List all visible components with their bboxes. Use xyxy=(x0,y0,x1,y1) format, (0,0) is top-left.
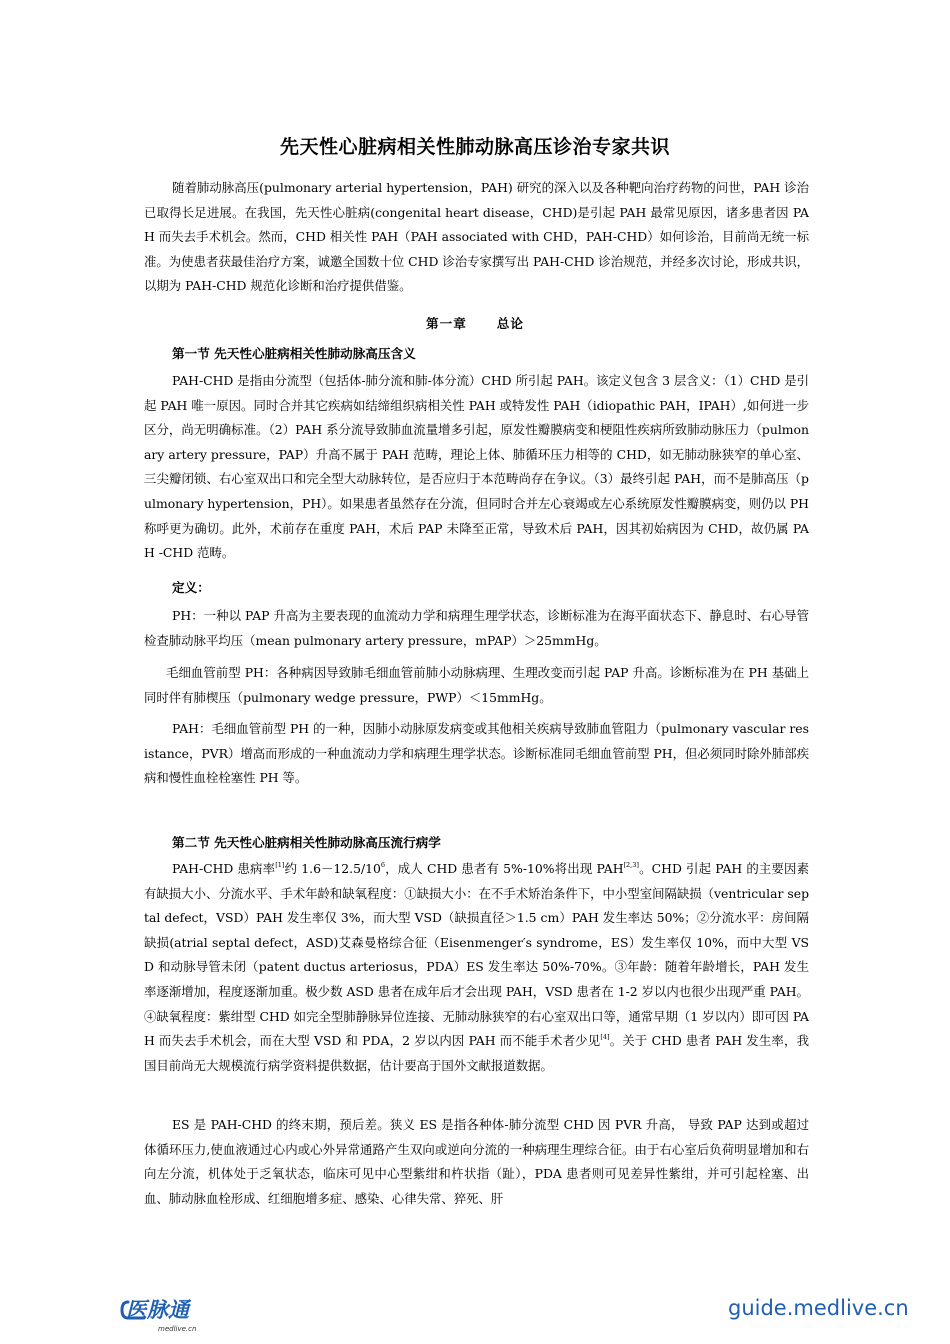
citation: [4] xyxy=(600,1033,610,1042)
section2-paragraph-1 xyxy=(144,857,809,1078)
chapter-label: 第一章 xyxy=(426,316,467,331)
definition-precapillary-ph: 毛细血管前型 PH：各种病因导致肺毛细血管前肺小动脉病理、生理改变而引起 PAP 升高。诊断标准为在 PH 基础上同时伴有肺楔压（pulmonary wedge pressure，PWP）＜15mmHg。 xyxy=(144,665,809,705)
section1-body: PAH-CHD 是指由分流型（包括体-肺分流和肺-体分流）CHD 所引起 PAH。该定义包含 3 层含义：（1）CHD 是引起 PAH 唯一原因。同时合并其它疾病如结缔组织病相关性 PAH 或特发性 PAH（idiopathic PAH，IPAH）,如何进一步区分，尚无明确标准。（2）PAH 系分流导致肺血流量增多引起，原发性瓣膜病变和梗阻性疾病所致肺动脉压力（pulmonary artery pressure，PAP）升高不属于 PAH 范畴，理论上体、肺循环压力相等的 CHD，如无肺动脉狭窄的单心室、三尖瓣闭锁、右心室双出口和完全型大动脉转位，是否应归于本范畴尚存在争议。（3）最终引起 PAH，而不是肺高压（pulmonary hypertension，PH）。如果患者虽然存在分流，但同时合并左心衰竭或左心系统原发性瓣膜病变，则仍以 PH 称呼更为确切。此外，术前存在重度 PAH，术后 PAP 未降至正常，导致术后 PAH，因其初始病因为 CHD，故仍属 PAH -CHD 范畴。 xyxy=(144,373,809,561)
section2-paragraph-2: ES 是 PAH-CHD 的终末期，预后差。狭义 ES 是指各种体-肺分流型 CHD 因 PVR 升高， 导致 PAP 达到或超过体循环压力,使血液通过心内或心外异常通路产生双向或逆向分流的一种病理生理综合征。由于右心室后负荷明显增加和右向左分流，机体处于乏氧状态，临床可见中心型紫绀和杵状指（趾），PDA 患者则可见差异性紫绀，并可引起栓塞、出血、肺动脉血栓形成、红细胞增多症、感染、心律失常、猝死、肝 xyxy=(144,1117,809,1206)
text-run: 。CHD 引起 PAH 的主要因素有缺损大小、分流水平、手术年龄和缺氧程度：①缺损大小：在不手术矫治条件下，中小型室间隔缺损（ventricular septal defect，VSD）PAH 发生率仅 3%，而大型 VSD（缺损直径＞1.5 cm）PAH 发生率达 50%；②分流水平：房间隔缺损(atrial septal defect，ASD)艾森曼格综合征（Eisenmenger′s syndrome，ES）发生率仅 10%，而中大型 VSD 和动脉导管未闭（patent ductus arteriosus，PDA）ES 发生率达 50%-70%。③年龄：随着年龄增长，PAH 发生率逐渐增加，程度逐渐加重。极少数 ASD 患者在成年后才会出现 PAH，VSD 患者在 1-2 岁以内也很少出现严重 PAH。④缺氧程度：紫绀型 CHD 如完全型肺静脉异位连接、无肺动脉狭窄的右心室双出口等，通常早期（1 岁以内）即可因 PAH 而失去手术机会，而在大型 VSD 和 PDA，2 岁以内因 PAH 而不能手术者少见 xyxy=(144,861,809,1049)
intro-paragraph: 随着肺动脉高压(pulmonary arterial hypertension，PAH) 研究的深入以及各种靶向治疗药物的问世，PAH 诊治已取得长足进展。在我国，先天性心脏病(congenital heart disease，CHD)是引起 PAH 最常见原因，诸多患者因 PAH 而失去手术机会。然而，CHD 相关性 PAH（PAH associated with CHD，PAH-CHD）如何诊治，目前尚无统一标准。为使患者获最佳治疗方案，诚邀全国数十位 CHD 诊治专家撰写出 PAH-CHD 诊治规范，并经多次讨论，形成共识，以期为 PAH-CHD 规范化诊断和治疗提供借鉴。 xyxy=(144,180,809,294)
chapter-heading xyxy=(0,313,950,332)
citation: [2,3] xyxy=(623,861,639,869)
citation: [1] xyxy=(275,861,285,869)
text-run: 约 1.6－12.5/10 xyxy=(284,861,381,876)
chapter-name: 总论 xyxy=(496,316,524,331)
logo-text: 医脉通 xyxy=(126,1298,189,1322)
section2-heading: 第二节 先天性心脏病相关性肺动脉高压流行病学 xyxy=(172,835,441,850)
medlive-logo xyxy=(118,1290,228,1334)
definition-pah: PAH：毛细血管前型 PH 的一种，因肺小动脉原发病变或其他相关疾病导致肺血管阻力（pulmonary vascular resistance，PVR）增高而形成的一种血流动力学和病理生理学状态。诊断标准同毛细血管前型 PH，但必须同时除外肺部疾病和慢性血栓栓塞性 PH 等。 xyxy=(144,721,809,786)
footer-site-link[interactable]: guide.medlive.cn xyxy=(728,1296,909,1320)
text-run: 。关于 CHD 患者 PAH 发生率，我国目前尚无大规模流行病学资料提供数据，估计要高于国外文献报道数据。 xyxy=(144,1033,809,1073)
definition-ph: PH：一种以 PAP 升高为主要表现的血流动力学和病理生理学状态，诊断标准为在海平面状态下、静息时、右心导管检查肺动脉平均压（mean pulmonary artery pressure，mPAP）＞25mmHg。 xyxy=(144,608,809,648)
logo-subtext: medlive.cn xyxy=(158,1325,197,1333)
text-run: PAH-CHD 患病率 xyxy=(172,861,276,876)
definition-heading: 定义： xyxy=(172,580,210,595)
exponent: 6 xyxy=(380,861,386,869)
text-run: ，成人 CHD 患者有 5%-10%将出现 PAH xyxy=(385,861,624,876)
section1-heading: 第一节 先天性心脏病相关性肺动脉高压含义 xyxy=(172,346,416,361)
document-title: 先天性心脏病相关性肺动脉高压诊治专家共识 xyxy=(279,136,670,158)
